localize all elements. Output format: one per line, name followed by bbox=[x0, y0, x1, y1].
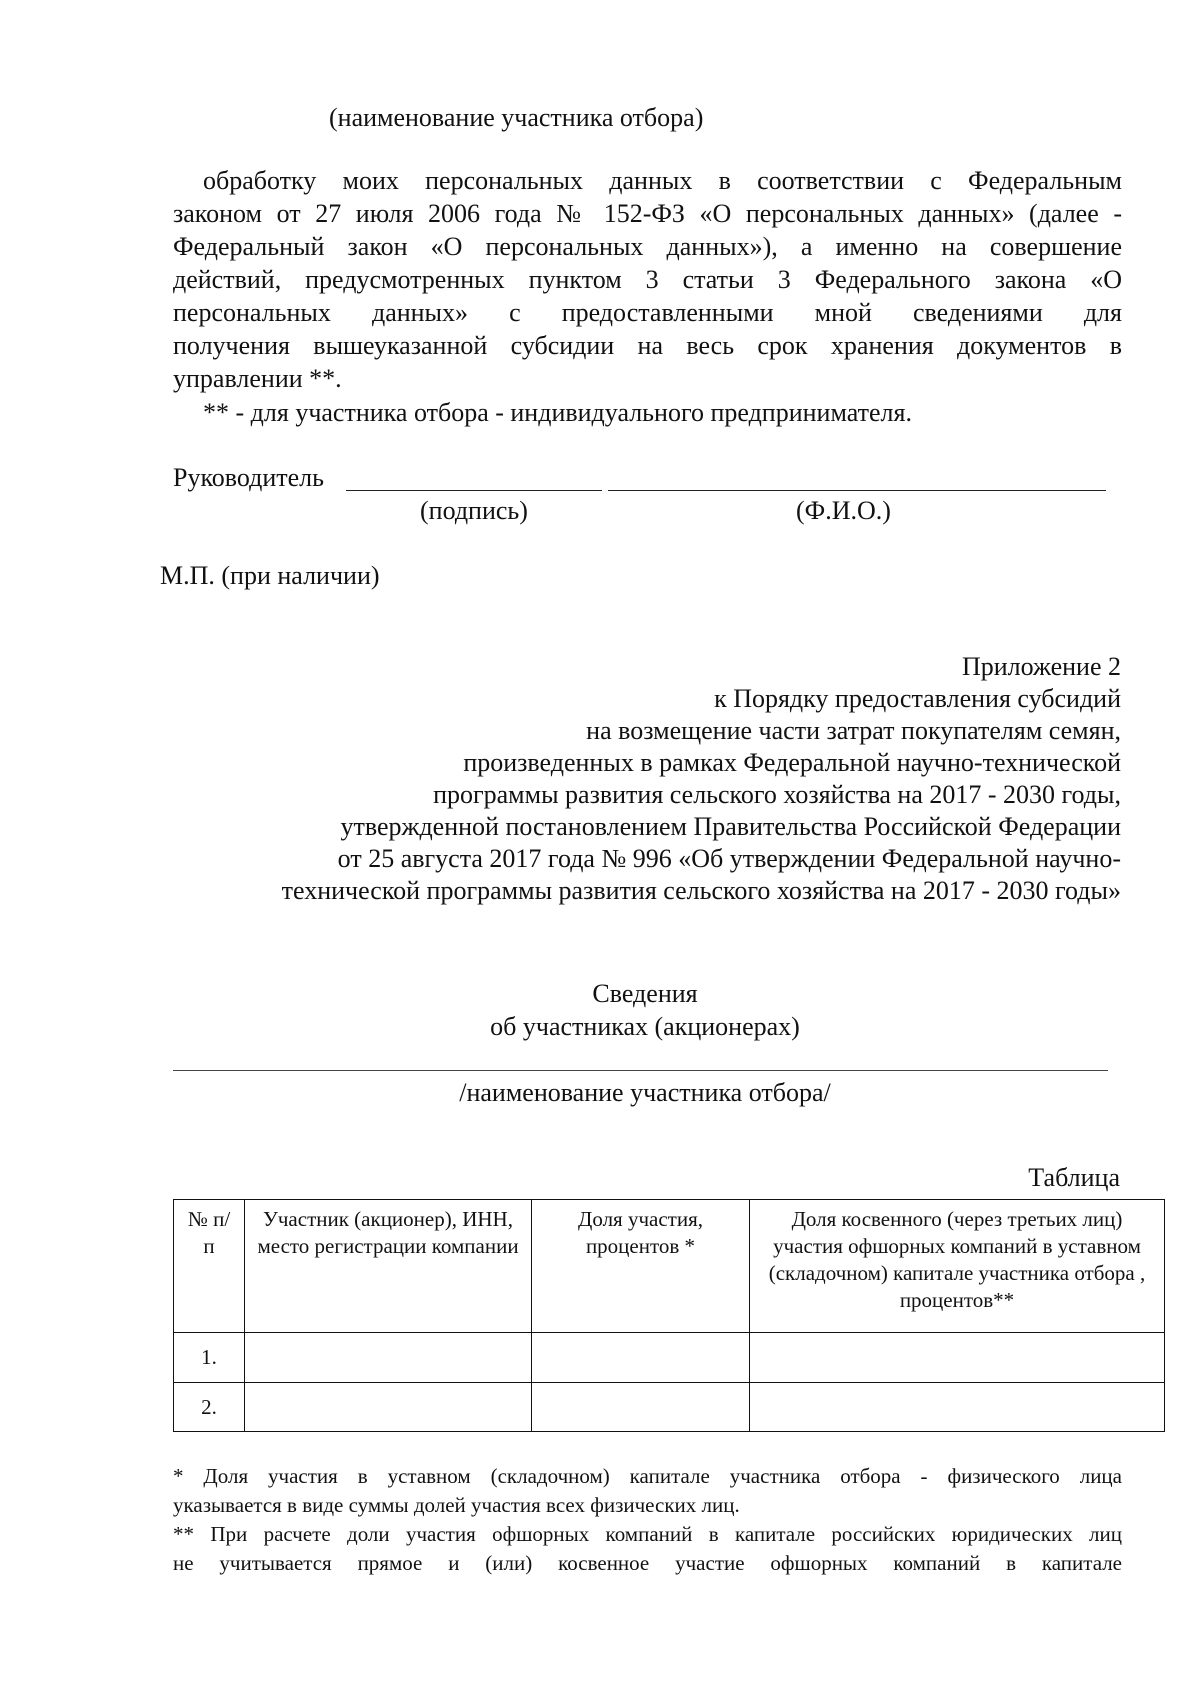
appendix-line: программы развития сельского хозяйства на 2017 - 2030 годы, bbox=[433, 780, 1121, 809]
participant-cell[interactable] bbox=[245, 1383, 532, 1432]
footnote-1-line: * Доля участия в уставном (складочном) капитале участника отбора - физического лица bbox=[173, 1464, 1122, 1488]
participants-table bbox=[173, 1199, 1165, 1432]
participant-cell[interactable] bbox=[245, 1333, 532, 1383]
appendix-line: к Порядку предоставления субсидий bbox=[714, 684, 1121, 713]
footnote-2-line: ** При расчете доли участия офшорных компаний в капитале российских юридических лиц bbox=[173, 1522, 1122, 1546]
footnote-2-line: не учитывается прямое и (или) косвенное участие офшорных компаний в капитале bbox=[173, 1551, 1122, 1575]
table-label: Таблица bbox=[1028, 1163, 1120, 1192]
head-label: Руководитель bbox=[173, 463, 324, 492]
paragraph-line: законом от 27 июля 2006 года № 152-ФЗ «О персональных данных» (далее - bbox=[173, 199, 1122, 228]
share-cell[interactable] bbox=[532, 1383, 750, 1432]
table-row bbox=[174, 1383, 1165, 1432]
participant-name-caption: (наименование участника отбора) bbox=[329, 103, 704, 132]
paragraph-line: Федеральный закон «О персональных данных»), а именно на совершение bbox=[173, 232, 1122, 261]
appendix-line: утвержденной постановлением Правительства Российской Федерации bbox=[340, 812, 1121, 841]
row-number: 2. bbox=[174, 1383, 245, 1432]
row-number: 1. bbox=[174, 1333, 245, 1383]
table-header-row bbox=[174, 1200, 1165, 1333]
individual-entrepreneur-note: ** - для участника отбора - индивидуального предпринимателя. bbox=[203, 398, 912, 427]
footnote-1-line: указывается в виде суммы долей участия всех физических лиц. bbox=[173, 1493, 740, 1517]
header-participant: Участник (акционер), ИНН, место регистрации компании bbox=[245, 1200, 532, 1333]
offshore-share-cell[interactable] bbox=[750, 1333, 1165, 1383]
header-number: № п/п bbox=[174, 1200, 245, 1333]
signature-line bbox=[346, 490, 602, 491]
offshore-share-cell[interactable] bbox=[750, 1383, 1165, 1432]
stamp-label: М.П. (при наличии) bbox=[160, 561, 380, 590]
appendix-line: от 25 августа 2017 года № 996 «Об утверждении Федеральной научно- bbox=[337, 844, 1121, 873]
appendix-line: Приложение 2 bbox=[961, 652, 1121, 681]
paragraph-line: персональных данных» с предоставленными мной сведениями для bbox=[173, 298, 1122, 327]
paragraph-line: обработку моих персональных данных в соответствии с Федеральным bbox=[203, 166, 1122, 195]
document-subtitle: об участниках (акционерах) bbox=[490, 1012, 800, 1041]
signature-caption: (подпись) bbox=[420, 496, 528, 525]
header-offshore-share: Доля косвенного (через третьих лиц) участия офшорных компаний в уставном (складочном) капитале участника отбора , процентов** bbox=[750, 1200, 1165, 1333]
full-name-caption: (Ф.И.О.) bbox=[796, 496, 891, 525]
paragraph-line: управлении **. bbox=[173, 364, 342, 393]
appendix-line: на возмещение части затрат покупателям семян, bbox=[586, 716, 1121, 745]
appendix-line: произведенных в рамках Федеральной научно-технической bbox=[463, 748, 1121, 777]
share-cell[interactable] bbox=[532, 1333, 750, 1383]
appendix-header bbox=[221, 651, 1121, 907]
paragraph-line: получения вышеуказанной субсидии на весь срок хранения документов в bbox=[173, 331, 1122, 360]
header-share: Доля участия, процентов * bbox=[532, 1200, 750, 1333]
participant-name-line bbox=[173, 1070, 1108, 1071]
full-name-line bbox=[608, 490, 1106, 491]
paragraph-line: действий, предусмотренных пунктом 3 статьи 3 Федерального закона «О bbox=[173, 265, 1122, 294]
document-title: Сведения bbox=[592, 979, 698, 1008]
table-row bbox=[174, 1333, 1165, 1383]
appendix-line: технической программы развития сельского хозяйства на 2017 - 2030 годы» bbox=[281, 876, 1121, 905]
participant-name-field-caption: /наименование участника отбора/ bbox=[459, 1078, 831, 1107]
